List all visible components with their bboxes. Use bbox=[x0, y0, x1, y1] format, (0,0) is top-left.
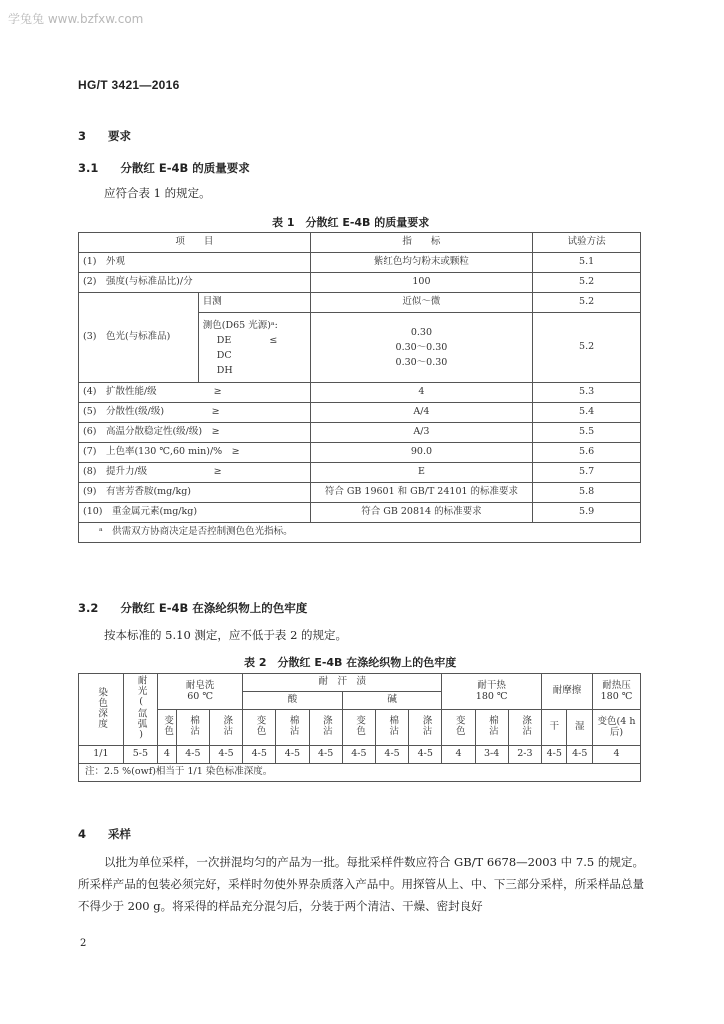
table-header-cell: 指 标 bbox=[310, 233, 533, 253]
table-row bbox=[79, 293, 641, 313]
table-header-row bbox=[79, 674, 641, 692]
item-cell: (5) 分散性(级/级) ≥ bbox=[79, 403, 311, 423]
section-number: 4 bbox=[78, 827, 87, 841]
item-cell: (6) 高温分散稳定性(级/级) ≥ bbox=[79, 423, 311, 443]
sub-label: 棉沾 bbox=[486, 715, 498, 737]
depth-label: 染色深度 bbox=[96, 686, 108, 729]
table-row bbox=[79, 253, 641, 273]
value-cell: 4-5 bbox=[243, 746, 276, 764]
shade-visual-cell: 目测 bbox=[198, 293, 310, 313]
spec-cell: 90.0 bbox=[310, 443, 533, 463]
method-cell: 5.8 bbox=[533, 483, 641, 503]
section-title: 分散红 E-4B 在涤纶织物上的色牢度 bbox=[120, 601, 308, 615]
value-cell: 4-5 bbox=[409, 746, 442, 764]
sub-poly bbox=[309, 710, 342, 746]
sweat-header: 耐 汗 渍 bbox=[243, 674, 442, 692]
sub-change bbox=[342, 710, 375, 746]
table-1 bbox=[78, 232, 641, 543]
section-4-heading bbox=[78, 826, 131, 842]
item-cell: (2) 强度(与标准品比)/分 bbox=[79, 273, 311, 293]
value-cell: 4-5 bbox=[209, 746, 242, 764]
sub-poly bbox=[508, 710, 541, 746]
dh-value: 0.30～0.30 bbox=[395, 357, 448, 368]
dh-label: DH bbox=[216, 364, 233, 376]
section-number: 3.1 bbox=[78, 161, 99, 175]
method-cell: 5.3 bbox=[533, 383, 641, 403]
sub-cotton bbox=[176, 710, 209, 746]
method-cell: 5.7 bbox=[533, 463, 641, 483]
hot-press-temp: 180 ℃ bbox=[600, 690, 633, 702]
item-cell: (10) 重金属元素(mg/kg) bbox=[79, 503, 311, 523]
section-3-2-text: 按本标准的 5.10 测定，应不低于表 2 的规定。 bbox=[104, 628, 348, 642]
light-header bbox=[123, 674, 157, 746]
method-cell: 5.2 bbox=[533, 293, 641, 313]
spec-cell: 符合 GB 20814 的标准要求 bbox=[310, 503, 533, 523]
item-cell: (7) 上色率(130 ℃,60 min)/% ≥ bbox=[79, 443, 311, 463]
value-cell: 4-5 bbox=[309, 746, 342, 764]
spec-cell bbox=[310, 313, 533, 383]
method-cell: 5.4 bbox=[533, 403, 641, 423]
table-row bbox=[79, 463, 641, 483]
sub-cotton bbox=[375, 710, 408, 746]
section-3-heading bbox=[78, 128, 131, 144]
value-cell: 3-4 bbox=[475, 746, 508, 764]
table-note: 注：2.5 %(owf)相当于 1/1 染色标准深度。 bbox=[79, 764, 641, 782]
table-row bbox=[79, 443, 641, 463]
method-cell: 5.9 bbox=[533, 503, 641, 523]
table-1-caption: 表 1 分散红 E-4B 的质量要求 bbox=[272, 216, 430, 229]
section-number: 3 bbox=[78, 129, 87, 143]
de-value: 0.30 bbox=[410, 327, 433, 338]
item-cell: (9) 有害芳香胺(mg/kg) bbox=[79, 483, 311, 503]
spec-cell: A/4 bbox=[310, 403, 533, 423]
section-title: 采样 bbox=[108, 827, 132, 841]
depth-header bbox=[79, 674, 124, 746]
shade-item-cell: (3) 色光(与标准品) bbox=[79, 293, 199, 383]
table-subheader-row bbox=[79, 710, 641, 746]
spec-cell: 紫红色均匀粉末或颗粒 bbox=[310, 253, 533, 273]
method-cell: 5.6 bbox=[533, 443, 641, 463]
sub-cotton bbox=[475, 710, 508, 746]
item-cell: (1) 外观 bbox=[79, 253, 311, 273]
instrument-label: 测色(D65 光源)ᵃ: bbox=[202, 319, 278, 331]
item-cell: (4) 扩散性能/级 ≥ bbox=[79, 383, 311, 403]
sub-label: 涤沾 bbox=[320, 715, 332, 737]
spec-cell: E bbox=[310, 463, 533, 483]
value-cell: 4-5 bbox=[276, 746, 309, 764]
spec-cell: 4 bbox=[310, 383, 533, 403]
table-row bbox=[79, 423, 641, 443]
value-cell: 5-5 bbox=[123, 746, 157, 764]
section-title: 分散红 E-4B 的质量要求 bbox=[120, 161, 250, 175]
sub-label: 棉沾 bbox=[387, 715, 399, 737]
sub-change-4h: 变色(4 h 后) bbox=[593, 710, 641, 746]
standard-number: HG/T 3421—2016 bbox=[78, 78, 180, 92]
hot-press-header bbox=[593, 674, 641, 710]
sub-label: 涤沾 bbox=[520, 715, 532, 737]
table-row bbox=[79, 503, 641, 523]
table-row bbox=[79, 746, 641, 764]
sub-label: 棉沾 bbox=[287, 715, 299, 737]
wash-header bbox=[158, 674, 243, 710]
section-title: 要求 bbox=[108, 129, 132, 143]
sub-label: 涤沾 bbox=[420, 715, 432, 737]
dry-heat-label: 耐干热 bbox=[477, 680, 506, 692]
dry-heat-header bbox=[442, 674, 542, 710]
sub-wet: 湿 bbox=[567, 710, 593, 746]
value-cell: 4-5 bbox=[342, 746, 375, 764]
sub-change bbox=[243, 710, 276, 746]
method-cell: 5.2 bbox=[533, 313, 641, 383]
section-4-text: 以批为单位采样，一次拼混均匀的产品为一批。每批采样件数应符合 GB/T 6678—2003 中 7.5 的规定。所采样产品的包装必须完好，采样时勿使外界杂质落入产品中。用探管从上、中、下三部分采样，所采样品总量不得少于 200 g。将采得的样品充分混匀后，分装于两个清洁、干燥、密封良好 bbox=[78, 855, 644, 913]
table-2 bbox=[78, 673, 641, 782]
sub-label: 变色 bbox=[254, 715, 266, 737]
alkali-header: 碱 bbox=[342, 692, 442, 710]
spec-cell: 近似～微 bbox=[310, 293, 533, 313]
acid-header: 酸 bbox=[243, 692, 343, 710]
value-cell: 4-5 bbox=[375, 746, 408, 764]
value-cell: 4-5 bbox=[176, 746, 209, 764]
de-label: DE ≤ bbox=[216, 334, 278, 346]
section-3-2-heading bbox=[78, 600, 307, 616]
shade-instrument-cell bbox=[198, 313, 310, 383]
value-cell: 4-5 bbox=[567, 746, 593, 764]
value-cell: 4 bbox=[593, 746, 641, 764]
sub-change bbox=[442, 710, 475, 746]
table-header-row bbox=[79, 233, 641, 253]
section-3-1-heading bbox=[78, 160, 250, 176]
method-cell: 5.2 bbox=[533, 273, 641, 293]
section-number: 3.2 bbox=[78, 601, 99, 615]
hot-press-label: 耐热压 bbox=[602, 680, 631, 692]
sub-label: 变色 bbox=[162, 715, 174, 737]
sub-label: 变色 bbox=[453, 715, 465, 737]
dc-label: DC bbox=[216, 349, 232, 361]
sub-cotton bbox=[276, 710, 309, 746]
section-3-1-text: 应符合表 1 的规定。 bbox=[104, 186, 211, 200]
value-cell: 4 bbox=[442, 746, 475, 764]
value-cell: 4-5 bbox=[541, 746, 566, 764]
rub-header: 耐摩擦 bbox=[541, 674, 592, 710]
table-2-caption: 表 2 分散红 E-4B 在涤纶织物上的色牢度 bbox=[244, 656, 457, 669]
dry-heat-temp: 180 ℃ bbox=[475, 690, 508, 702]
sub-label: 涤沾 bbox=[221, 715, 233, 737]
wash-label: 耐皂洗 bbox=[185, 680, 215, 692]
table-header-cell: 项 目 bbox=[79, 233, 311, 253]
sub-dry: 干 bbox=[541, 710, 566, 746]
item-cell: (8) 提升力/级 ≥ bbox=[79, 463, 311, 483]
method-cell: 5.5 bbox=[533, 423, 641, 443]
sub-label: 棉沾 bbox=[188, 715, 200, 737]
spec-cell: 符合 GB 19601 和 GB/T 24101 的标准要求 bbox=[310, 483, 533, 503]
sub-label: 变色 bbox=[354, 715, 366, 737]
spec-cell: 100 bbox=[310, 273, 533, 293]
value-cell: 4 bbox=[158, 746, 177, 764]
wash-temp: 60 ℃ bbox=[187, 690, 213, 702]
spec-cell: A/3 bbox=[310, 423, 533, 443]
table-row bbox=[79, 273, 641, 293]
sub-change bbox=[158, 710, 177, 746]
table-row bbox=[79, 483, 641, 503]
method-cell: 5.1 bbox=[533, 253, 641, 273]
table-header-cell: 试验方法 bbox=[533, 233, 641, 253]
value-cell: 2-3 bbox=[508, 746, 541, 764]
value-cell: 1/1 bbox=[79, 746, 124, 764]
sub-poly bbox=[209, 710, 242, 746]
sub-poly bbox=[409, 710, 442, 746]
table-note-row bbox=[79, 764, 641, 782]
page-number: 2 bbox=[80, 938, 87, 949]
table-row bbox=[79, 403, 641, 423]
dc-value: 0.30～0.30 bbox=[395, 342, 448, 353]
table-note-row bbox=[79, 523, 641, 543]
light-label: 耐光(氙弧) bbox=[135, 674, 147, 741]
table-row bbox=[79, 383, 641, 403]
table-note: ᵃ 供需双方协商决定是否控制测色色光指标。 bbox=[79, 523, 641, 543]
watermark: 学兔兔 www.bzfxw.com bbox=[8, 12, 144, 26]
